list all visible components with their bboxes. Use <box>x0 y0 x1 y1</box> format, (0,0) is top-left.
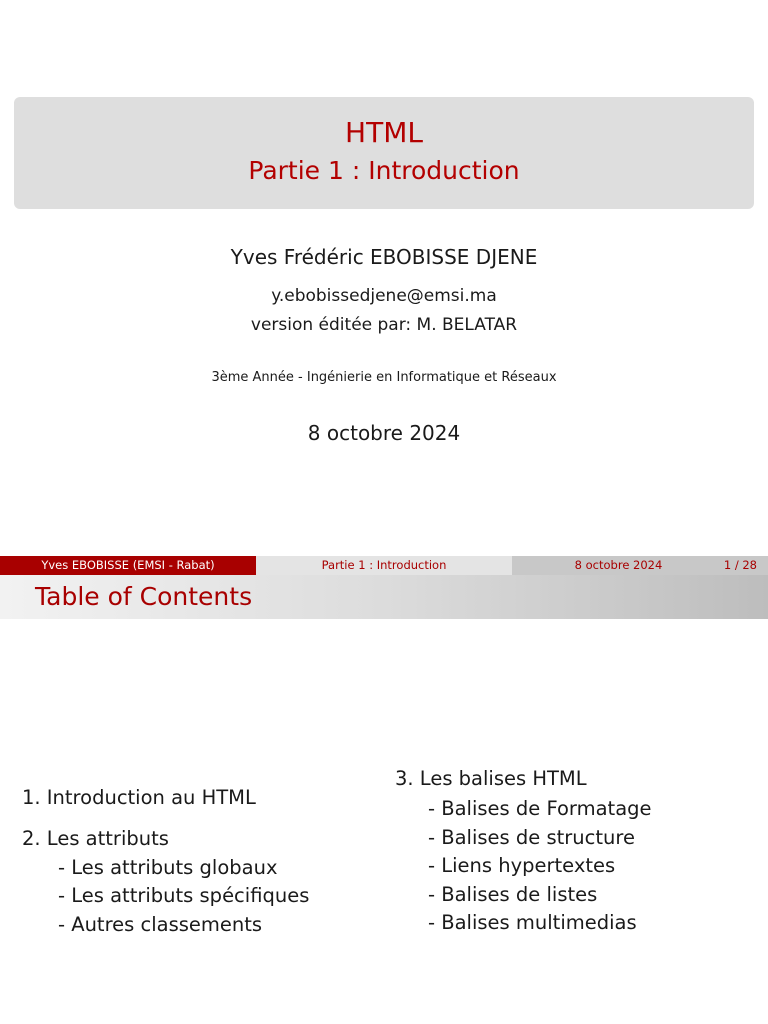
toc-subsection[interactable]: - Balises multimedias <box>428 911 637 934</box>
edited-by: version éditée par: M. BELATAR <box>250 315 518 335</box>
footer-author: Yves EBOBISSE (EMSI - Rabat) <box>0 556 256 575</box>
frame-title: Table of Contents <box>35 582 253 611</box>
presentation-subtitle: Partie 1 : Introduction <box>248 156 520 185</box>
presentation-title: HTML <box>345 116 423 149</box>
toc-subsection[interactable]: - Les attributs globaux <box>58 856 278 879</box>
toc-subsection[interactable]: - Autres classements <box>58 913 263 936</box>
toc-subsection[interactable]: - Balises de Formatage <box>428 797 652 820</box>
toc-section-1[interactable]: 1. Introduction au HTML <box>22 786 256 809</box>
toc-section-3[interactable]: 3. Les balises HTML <box>395 767 587 790</box>
program-name: 3ème Année - Ingénierie en Informatique et Réseaux <box>211 370 557 385</box>
toc-section-2[interactable]: 2. Les attributs <box>22 827 169 850</box>
author-email: y.ebobissedjene@emsi.ma <box>271 286 497 306</box>
toc-subsection[interactable]: - Liens hypertextes <box>428 854 616 877</box>
footer-date: 8 octobre 2024 <box>574 558 663 572</box>
toc-subsection[interactable]: - Balises de structure <box>428 826 635 849</box>
toc-subsection[interactable]: - Balises de listes <box>428 883 598 906</box>
footer-short-title: Partie 1 : Introduction <box>256 556 512 575</box>
toc-subsection[interactable]: - Les attributs spécifiques <box>58 884 310 907</box>
footer-page-number: 1 / 28 <box>723 558 757 572</box>
presentation-date: 8 octobre 2024 <box>307 421 461 445</box>
author-name: Yves Frédéric EBOBISSE DJENE <box>230 245 538 269</box>
